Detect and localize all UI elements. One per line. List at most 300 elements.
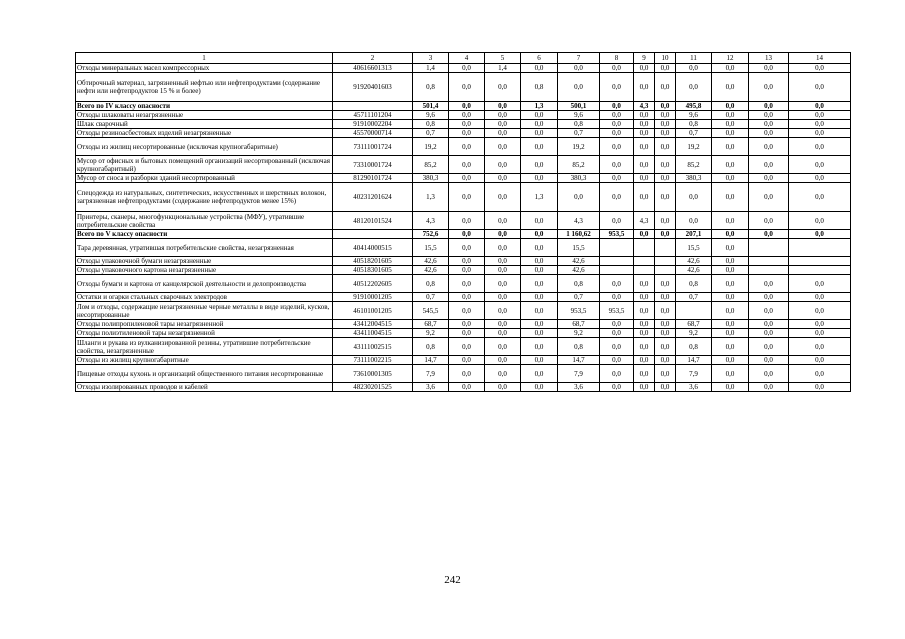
value-cell: 0,0 (600, 174, 634, 183)
value-cell: 0,0 (655, 356, 676, 365)
value-cell: 0,0 (749, 365, 789, 383)
value-cell: 0,0 (521, 64, 558, 73)
value-cell: 0,0 (789, 302, 851, 320)
value-cell: 207,1 (676, 230, 712, 239)
header-cell: 1 (76, 53, 333, 64)
value-cell (634, 257, 655, 266)
value-cell: 0,8 (676, 338, 712, 356)
waste-code-cell: 91910002204 (333, 120, 413, 129)
value-cell: 0,0 (521, 212, 558, 230)
value-cell: 0,0 (521, 302, 558, 320)
value-cell: 0,0 (789, 156, 851, 174)
value-cell: 42,6 (413, 266, 449, 275)
value-cell: 0,0 (634, 338, 655, 356)
header-cell: 11 (676, 53, 712, 64)
waste-code-cell: 73111002215 (333, 356, 413, 365)
table-row (76, 111, 851, 120)
value-cell: 42,6 (558, 257, 600, 266)
value-cell: 0,0 (634, 129, 655, 138)
value-cell: 0,0 (655, 129, 676, 138)
value-cell: 0,0 (449, 183, 485, 212)
waste-code-cell: 48230201525 (333, 383, 413, 392)
table-row (76, 257, 851, 266)
value-cell: 0,0 (655, 365, 676, 383)
value-cell: 85,2 (413, 156, 449, 174)
value-cell: 0,0 (485, 302, 521, 320)
value-cell: 0,0 (485, 266, 521, 275)
value-cell: 0,0 (600, 275, 634, 293)
value-cell: 0,0 (449, 329, 485, 338)
value-cell: 0,0 (521, 383, 558, 392)
value-cell: 0,0 (749, 120, 789, 129)
value-cell: 0,0 (712, 293, 749, 302)
value-cell: 0,0 (600, 73, 634, 102)
value-cell: 752,6 (413, 230, 449, 239)
waste-name-cell: Отходы изолированных проводов и кабелей (76, 383, 333, 392)
value-cell: 0,0 (789, 293, 851, 302)
table-row (76, 320, 851, 329)
value-cell: 0,0 (521, 329, 558, 338)
value-cell: 0,0 (749, 338, 789, 356)
value-cell: 0,0 (712, 111, 749, 120)
value-cell: 0,0 (655, 73, 676, 102)
value-cell: 0,0 (521, 138, 558, 156)
waste-name-cell: Отходы резиноасбестовых изделий незагрязненные (76, 129, 333, 138)
value-cell: 380,3 (413, 174, 449, 183)
value-cell: 0,0 (485, 230, 521, 239)
waste-code-cell: 40518301605 (333, 266, 413, 275)
value-cell: 68,7 (558, 320, 600, 329)
value-cell: 0,0 (634, 156, 655, 174)
waste-code-cell: 46101001205 (333, 302, 413, 320)
value-cell: 0,0 (634, 73, 655, 102)
table-row (76, 156, 851, 174)
value-cell: 0,0 (600, 320, 634, 329)
value-cell: 953,5 (600, 230, 634, 239)
value-cell: 0,0 (634, 320, 655, 329)
value-cell: 0,0 (558, 73, 600, 102)
value-cell: 545,5 (413, 302, 449, 320)
value-cell: 3,6 (413, 383, 449, 392)
value-cell: 0,0 (449, 266, 485, 275)
value-cell: 0,0 (655, 120, 676, 129)
value-cell: 953,5 (600, 302, 634, 320)
waste-code-cell: 40518201605 (333, 257, 413, 266)
table-row (76, 302, 851, 320)
table-body (76, 53, 851, 392)
value-cell: 0,0 (485, 338, 521, 356)
value-cell: 0,0 (449, 338, 485, 356)
value-cell (749, 239, 789, 257)
value-cell: 1 160,62 (558, 230, 600, 239)
waste-name-cell: Отходы полипропиленовой тары незагрязненной (76, 320, 333, 329)
value-cell: 0,0 (449, 275, 485, 293)
header-cell: 7 (558, 53, 600, 64)
value-cell: 0,0 (749, 64, 789, 73)
value-cell: 0,0 (712, 102, 749, 111)
waste-name-cell: Отходы упаковочного картона незагрязненные (76, 266, 333, 275)
value-cell: 0,0 (655, 338, 676, 356)
value-cell: 0,7 (676, 293, 712, 302)
waste-name-cell: Всего по IV классу опасности (76, 102, 333, 111)
value-cell: 0,0 (600, 138, 634, 156)
value-cell: 0,0 (676, 212, 712, 230)
waste-code-cell: 40414000515 (333, 239, 413, 257)
value-cell: 0,0 (749, 174, 789, 183)
waste-code-cell: 73310001724 (333, 156, 413, 174)
table-row (76, 138, 851, 156)
waste-code-cell: 48120101524 (333, 212, 413, 230)
value-cell: 0,0 (521, 266, 558, 275)
value-cell: 0,0 (655, 102, 676, 111)
waste-name-cell: Пищевые отходы кухонь и организаций общественного питания несортированные (76, 365, 333, 383)
waste-code-cell (333, 230, 413, 239)
value-cell: 4,3 (634, 102, 655, 111)
table-row (76, 329, 851, 338)
value-cell: 0,8 (413, 275, 449, 293)
value-cell: 0,0 (789, 212, 851, 230)
value-cell: 0,8 (413, 338, 449, 356)
table-row (76, 129, 851, 138)
table-row (76, 266, 851, 275)
value-cell: 0,0 (655, 329, 676, 338)
value-cell: 7,9 (413, 365, 449, 383)
table-row (76, 73, 851, 102)
value-cell: 0,0 (712, 275, 749, 293)
value-cell: 0,0 (789, 138, 851, 156)
value-cell: 0,0 (634, 120, 655, 129)
value-cell: 0,0 (655, 138, 676, 156)
value-cell: 0,0 (789, 338, 851, 356)
value-cell: 0,0 (634, 329, 655, 338)
header-cell: 4 (449, 53, 485, 64)
value-cell: 0,0 (485, 356, 521, 365)
value-cell: 0,0 (485, 293, 521, 302)
value-cell: 0,0 (655, 183, 676, 212)
value-cell (600, 266, 634, 275)
value-cell: 0,8 (676, 275, 712, 293)
value-cell (676, 302, 712, 320)
value-cell: 0,0 (485, 183, 521, 212)
value-cell: 9,6 (676, 111, 712, 120)
value-cell: 9,2 (676, 329, 712, 338)
value-cell: 0,0 (789, 356, 851, 365)
value-cell: 14,7 (676, 356, 712, 365)
value-cell: 0,0 (749, 302, 789, 320)
total-row (76, 102, 851, 111)
waste-code-cell: 73610001305 (333, 365, 413, 383)
value-cell: 0,0 (600, 183, 634, 212)
value-cell: 0,8 (558, 120, 600, 129)
waste-name-cell: Отходы бумаги и картона от канцелярской деятельности и делопроизводства (76, 275, 333, 293)
value-cell: 0,0 (655, 275, 676, 293)
waste-name-cell: Лом и отходы, содержащие незагрязненные черные металлы в виде изделий, кусков, несортированные (76, 302, 333, 320)
value-cell: 380,3 (558, 174, 600, 183)
total-row (76, 230, 851, 239)
value-cell: 0,0 (600, 156, 634, 174)
header-cell: 10 (655, 53, 676, 64)
value-cell: 3,6 (558, 383, 600, 392)
value-cell: 0,0 (449, 64, 485, 73)
value-cell: 0,0 (712, 138, 749, 156)
value-cell: 0,0 (521, 338, 558, 356)
value-cell: 0,0 (558, 64, 600, 73)
waste-name-cell: Отходы минеральных масел компрессорных (76, 64, 333, 73)
value-cell: 0,0 (749, 230, 789, 239)
table-row (76, 338, 851, 356)
value-cell: 0,0 (749, 212, 789, 230)
value-cell: 0,0 (655, 212, 676, 230)
value-cell: 9,6 (558, 111, 600, 120)
header-cell: 9 (634, 53, 655, 64)
value-cell: 0,0 (789, 64, 851, 73)
waste-code-cell: 43411004515 (333, 329, 413, 338)
value-cell: 0,0 (634, 183, 655, 212)
table-header-row (76, 53, 851, 64)
table-row (76, 356, 851, 365)
value-cell: 0,0 (676, 183, 712, 212)
value-cell: 500,1 (558, 102, 600, 111)
value-cell: 0,0 (600, 293, 634, 302)
waste-name-cell: Мусор от офисных и бытовых помещений организаций несортированный (исключая крупногабаритный) (76, 156, 333, 174)
value-cell: 0,0 (655, 64, 676, 73)
value-cell: 0,0 (749, 383, 789, 392)
value-cell: 0,0 (789, 111, 851, 120)
value-cell: 14,7 (413, 356, 449, 365)
value-cell: 0,0 (655, 156, 676, 174)
value-cell: 85,2 (676, 156, 712, 174)
value-cell: 0,0 (449, 293, 485, 302)
table-row (76, 64, 851, 73)
value-cell: 0,0 (485, 257, 521, 266)
value-cell: 0,0 (789, 275, 851, 293)
value-cell: 0,0 (521, 156, 558, 174)
waste-table (75, 52, 851, 392)
value-cell: 0,0 (449, 120, 485, 129)
value-cell: 0,0 (485, 129, 521, 138)
value-cell: 0,0 (655, 111, 676, 120)
value-cell (655, 266, 676, 275)
value-cell: 0,0 (676, 73, 712, 102)
value-cell: 0,8 (413, 73, 449, 102)
value-cell: 19,2 (558, 138, 600, 156)
value-cell: 0,0 (749, 356, 789, 365)
value-cell: 0,0 (749, 320, 789, 329)
value-cell: 0,0 (521, 356, 558, 365)
table-row (76, 365, 851, 383)
value-cell: 0,0 (749, 156, 789, 174)
value-cell: 4,3 (634, 212, 655, 230)
waste-code-cell: 91910001205 (333, 293, 413, 302)
value-cell: 0,0 (634, 293, 655, 302)
value-cell: 9,2 (413, 329, 449, 338)
value-cell: 0,0 (634, 356, 655, 365)
value-cell: 14,7 (558, 356, 600, 365)
value-cell: 0,0 (521, 120, 558, 129)
value-cell: 0,0 (712, 156, 749, 174)
value-cell: 0,0 (600, 212, 634, 230)
header-cell: 6 (521, 53, 558, 64)
waste-code-cell: 45570000714 (333, 129, 413, 138)
waste-code-cell: 43111002515 (333, 338, 413, 356)
value-cell: 0,0 (712, 64, 749, 73)
value-cell: 7,9 (676, 365, 712, 383)
value-cell: 7,9 (558, 365, 600, 383)
value-cell: 9,6 (413, 111, 449, 120)
value-cell: 0,0 (789, 73, 851, 102)
value-cell: 501,4 (413, 102, 449, 111)
header-cell: 5 (485, 53, 521, 64)
value-cell: 0,0 (600, 64, 634, 73)
value-cell: 0,7 (676, 129, 712, 138)
waste-name-cell: Принтеры, сканеры, многофункциональные устройства (МФУ), утратившие потребительские свойства (76, 212, 333, 230)
table-row (76, 212, 851, 230)
value-cell: 0,0 (449, 356, 485, 365)
header-cell: 8 (600, 53, 634, 64)
value-cell: 0,0 (634, 174, 655, 183)
value-cell: 0,0 (449, 239, 485, 257)
waste-name-cell: Шланги и рукава из вулканизированной резины, утратившие потребительские свойства, незагрязненные (76, 338, 333, 356)
header-cell: 2 (333, 53, 413, 64)
waste-name-cell: Тара деревянная, утратившая потребительские свойства, незагрязненная (76, 239, 333, 257)
value-cell: 0,0 (712, 73, 749, 102)
value-cell: 0,7 (413, 129, 449, 138)
table-row (76, 183, 851, 212)
value-cell: 0,0 (789, 320, 851, 329)
value-cell: 0,0 (485, 156, 521, 174)
value-cell: 0,0 (789, 329, 851, 338)
value-cell (600, 257, 634, 266)
value-cell (600, 239, 634, 257)
value-cell: 0,0 (485, 120, 521, 129)
value-cell: 0,0 (485, 365, 521, 383)
value-cell: 0,0 (634, 64, 655, 73)
value-cell: 0,0 (749, 111, 789, 120)
table-row (76, 239, 851, 257)
waste-name-cell: Шлак сварочный (76, 120, 333, 129)
value-cell: 0,0 (712, 120, 749, 129)
value-cell: 0,0 (712, 183, 749, 212)
value-cell: 0,0 (449, 383, 485, 392)
value-cell: 3,6 (676, 383, 712, 392)
value-cell (634, 266, 655, 275)
value-cell: 0,7 (558, 129, 600, 138)
value-cell: 953,5 (558, 302, 600, 320)
value-cell: 0,0 (655, 383, 676, 392)
value-cell: 0,0 (485, 102, 521, 111)
value-cell: 0,0 (485, 138, 521, 156)
value-cell: 0,0 (634, 230, 655, 239)
value-cell: 15,5 (413, 239, 449, 257)
value-cell: 0,0 (521, 239, 558, 257)
waste-code-cell: 91920401603 (333, 73, 413, 102)
value-cell: 0,0 (749, 129, 789, 138)
value-cell: 15,5 (676, 239, 712, 257)
waste-name-cell: Отходы из жилищ крупногабаритные (76, 356, 333, 365)
value-cell: 0,0 (600, 102, 634, 111)
value-cell: 0,0 (485, 212, 521, 230)
value-cell: 0,0 (712, 230, 749, 239)
value-cell: 1,3 (521, 102, 558, 111)
value-cell: 0,0 (655, 293, 676, 302)
value-cell: 1,4 (485, 64, 521, 73)
value-cell: 0,0 (712, 320, 749, 329)
value-cell: 0,0 (749, 329, 789, 338)
value-cell: 0,0 (600, 111, 634, 120)
value-cell: 0,0 (449, 230, 485, 239)
value-cell: 0,0 (521, 275, 558, 293)
value-cell: 0,0 (655, 320, 676, 329)
value-cell: 0,0 (485, 239, 521, 257)
value-cell: 85,2 (558, 156, 600, 174)
waste-code-cell: 40512202605 (333, 275, 413, 293)
value-cell: 4,3 (558, 212, 600, 230)
value-cell: 0,0 (712, 239, 749, 257)
value-cell: 0,0 (521, 365, 558, 383)
value-cell: 0,0 (449, 257, 485, 266)
value-cell: 0,0 (485, 111, 521, 120)
value-cell: 0,0 (600, 365, 634, 383)
value-cell: 0,0 (749, 293, 789, 302)
value-cell: 0,0 (600, 120, 634, 129)
value-cell: 0,0 (789, 183, 851, 212)
value-cell: 0,0 (789, 120, 851, 129)
value-cell: 1,3 (413, 183, 449, 212)
waste-name-cell: Остатки и огарки стальных сварочных электродов (76, 293, 333, 302)
value-cell: 0,0 (449, 365, 485, 383)
value-cell: 0,0 (600, 338, 634, 356)
waste-name-cell: Отходы шлаковаты незагрязненные (76, 111, 333, 120)
value-cell: 0,0 (634, 302, 655, 320)
value-cell: 0,0 (712, 212, 749, 230)
value-cell: 0,0 (789, 230, 851, 239)
value-cell (789, 257, 851, 266)
value-cell: 0,0 (655, 302, 676, 320)
value-cell: 0,0 (634, 383, 655, 392)
value-cell: 0,8 (558, 338, 600, 356)
value-cell: 42,6 (558, 266, 600, 275)
value-cell: 0,0 (558, 183, 600, 212)
value-cell: 0,0 (449, 129, 485, 138)
value-cell (749, 266, 789, 275)
value-cell: 0,0 (712, 365, 749, 383)
value-cell (789, 266, 851, 275)
value-cell: 0,8 (413, 120, 449, 129)
header-cell: 13 (749, 53, 789, 64)
waste-code-cell: 73111001724 (333, 138, 413, 156)
waste-name-cell: Обтирочный материал, загрязненный нефтью или нефтепродуктами (содержание нефти или нефтепродуктов 15 % и более) (76, 73, 333, 102)
value-cell: 0,0 (749, 102, 789, 111)
header-cell: 3 (413, 53, 449, 64)
value-cell: 0,0 (485, 73, 521, 102)
value-cell: 0,0 (712, 257, 749, 266)
value-cell: 0,0 (521, 174, 558, 183)
value-cell: 0,0 (449, 320, 485, 329)
table-row (76, 275, 851, 293)
value-cell (655, 239, 676, 257)
value-cell: 0,0 (485, 174, 521, 183)
value-cell (749, 257, 789, 266)
value-cell: 15,5 (558, 239, 600, 257)
waste-name-cell: Спецодежда из натуральных, синтетических, искусственных и шерстяных волокон, загрязненная нефтепродуктами (содержание нефтепродуктов менее 15%) (76, 183, 333, 212)
value-cell: 0,0 (712, 174, 749, 183)
value-cell: 0,0 (634, 138, 655, 156)
waste-name-cell: Отходы из жилищ несортированные (исключая крупногабаритные) (76, 138, 333, 156)
table-row (76, 174, 851, 183)
waste-code-cell: 45711101204 (333, 111, 413, 120)
waste-name-cell: Мусор от сноса и разборки зданий несортированный (76, 174, 333, 183)
value-cell: 0,0 (485, 329, 521, 338)
